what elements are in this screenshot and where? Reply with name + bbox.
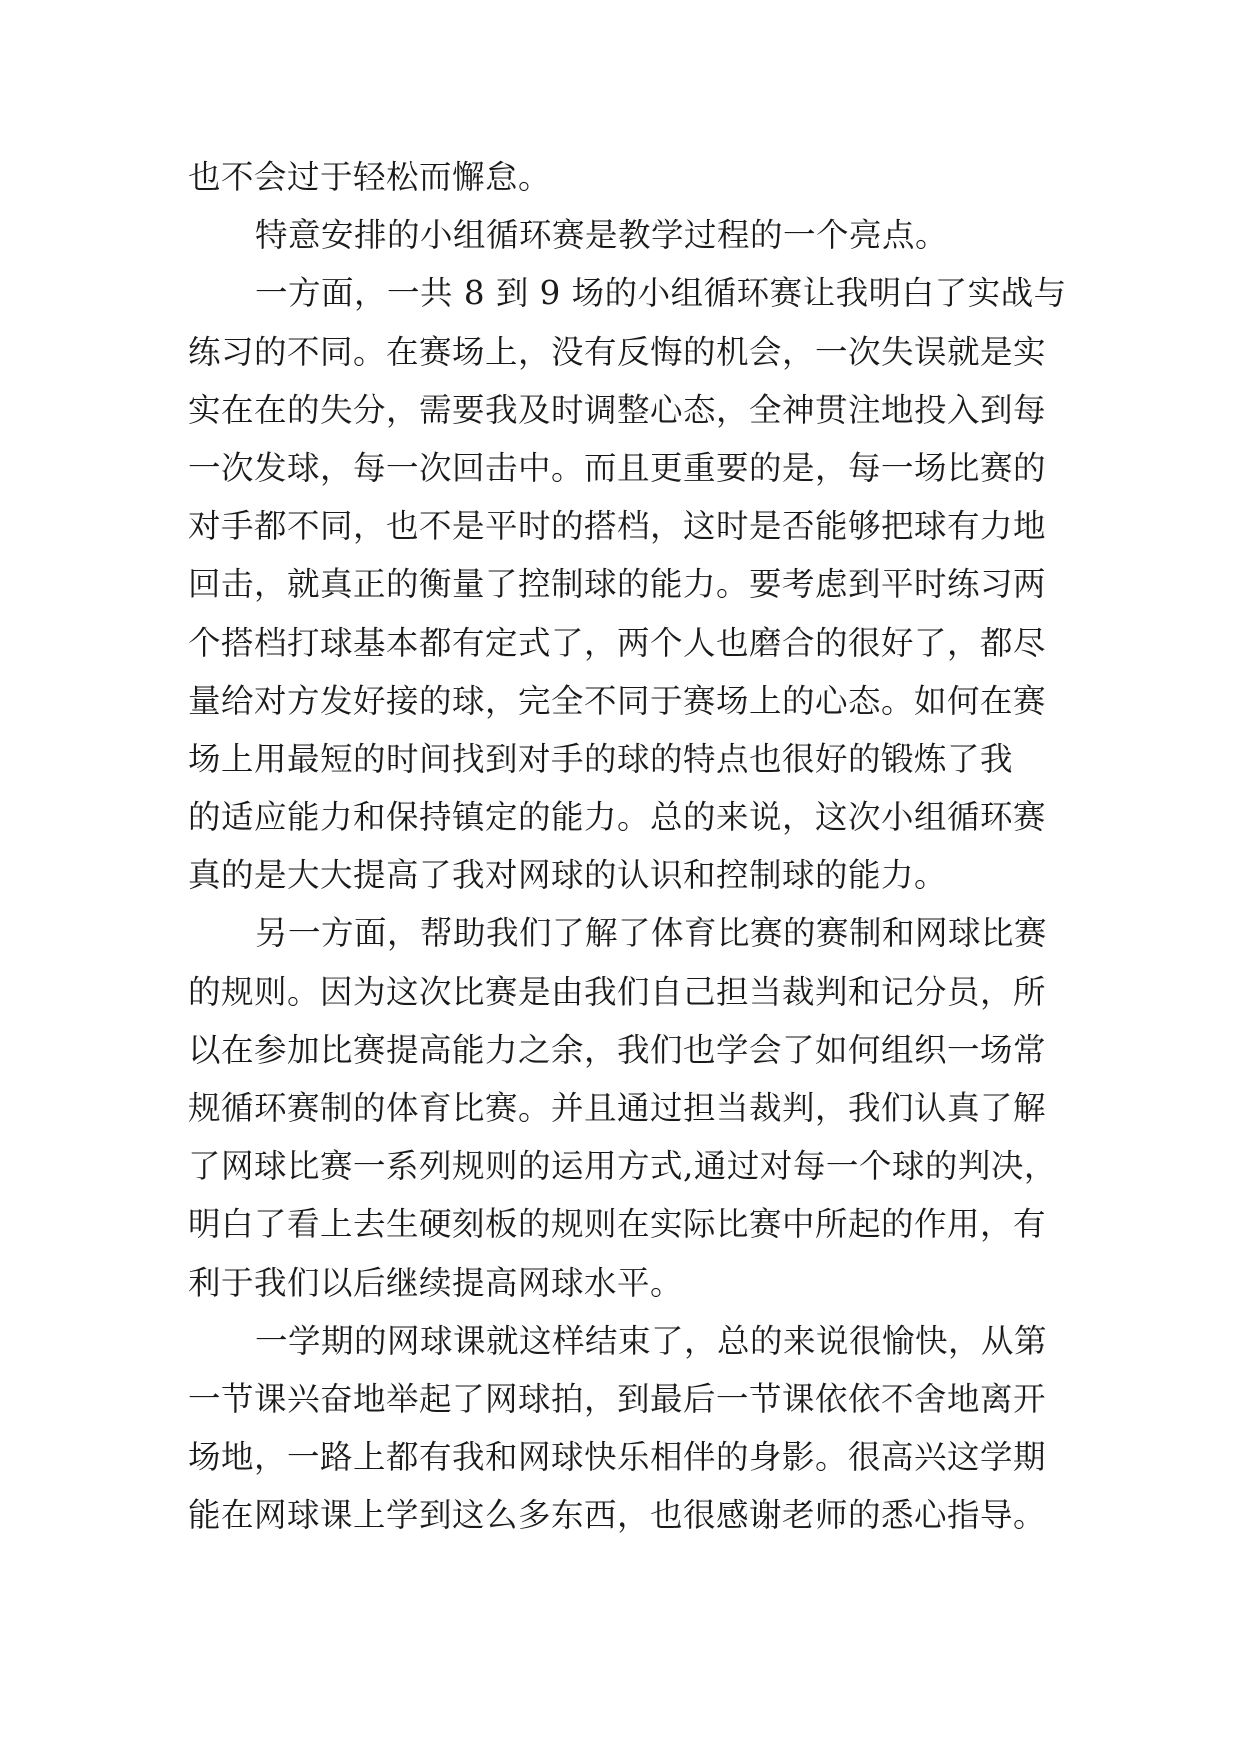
paragraph-first-line: 一学期的网球课就这样结束了，总的来说很愉快，从第 xyxy=(255,1321,1048,1360)
text-line: 了网球比赛一系列规则的运用方式,通过对每一个球的判决， xyxy=(188,1147,1057,1186)
text-line: 规循环赛制的体育比赛。并且通过担当裁判，我们认真了解 xyxy=(188,1089,1047,1127)
text-line: 以在参加比赛提高能力之余，我们也学会了如何组织一场常 xyxy=(188,1030,1047,1069)
text-line: 的适应能力和保持镇定的能力。总的来说，这次小组循环赛 xyxy=(188,798,1047,837)
document-body xyxy=(188,148,1068,1545)
text-line: 一节课兴奋地举起了网球拍，到最后一节课依依不舍地离开 xyxy=(188,1379,1047,1418)
paragraph-first-line: 另一方面，帮助我们了解了体育比赛的赛制和网球比赛 xyxy=(255,914,1048,953)
text-line: 一次发球，每一次回击中。而且更重要的是，每一场比赛的 xyxy=(188,448,1047,487)
paragraph-first-line: 特意安排的小组循环赛是教学过程的一个亮点。 xyxy=(255,216,949,255)
text-line: 回击，就真正的衡量了控制球的能力。要考虑到平时练习两 xyxy=(188,565,1047,604)
text-line: 能在网球课上学到这么多东西，也很感谢老师的悉心指导。 xyxy=(188,1496,1047,1535)
text-line: 利于我们以后继续提高网球水平。 xyxy=(188,1263,684,1302)
text-line: 的规则。因为这次比赛是由我们自己担当裁判和记分员，所 xyxy=(188,972,1047,1011)
text-line: 量给对方发好接的球，完全不同于赛场上的心态。如何在赛 xyxy=(188,681,1047,720)
text-line: 也不会过于轻松而懈怠。 xyxy=(188,158,552,196)
text-line: 真的是大大提高了我对网球的认识和控制球的能力。 xyxy=(188,856,948,895)
text-line: 练习的不同。在赛场上，没有反悔的机会，一次失误就是实 xyxy=(188,332,1047,371)
text-line: 对手都不同，也不是平时的搭档，这时是否能够把球有力地 xyxy=(188,507,1047,546)
paragraph-first-line: 一方面，一共 8 到 9 场的小组循环赛让我明白了实战与 xyxy=(255,274,1067,313)
text-line: 实在在的失分，需要我及时调整心态，全神贯注地投入到每 xyxy=(188,390,1047,429)
text-line: 个搭档打球基本都有定式了，两个人也磨合的很好了，都尽 xyxy=(188,623,1047,662)
text-line: 明白了看上去生硬刻板的规则在实际比赛中所起的作用，有 xyxy=(188,1205,1047,1244)
text-line: 场上用最短的时间找到对手的球的特点也很好的锻炼了我 xyxy=(188,739,1014,778)
text-line: 场地，一路上都有我和网球快乐相伴的身影。很高兴这学期 xyxy=(188,1438,1047,1477)
